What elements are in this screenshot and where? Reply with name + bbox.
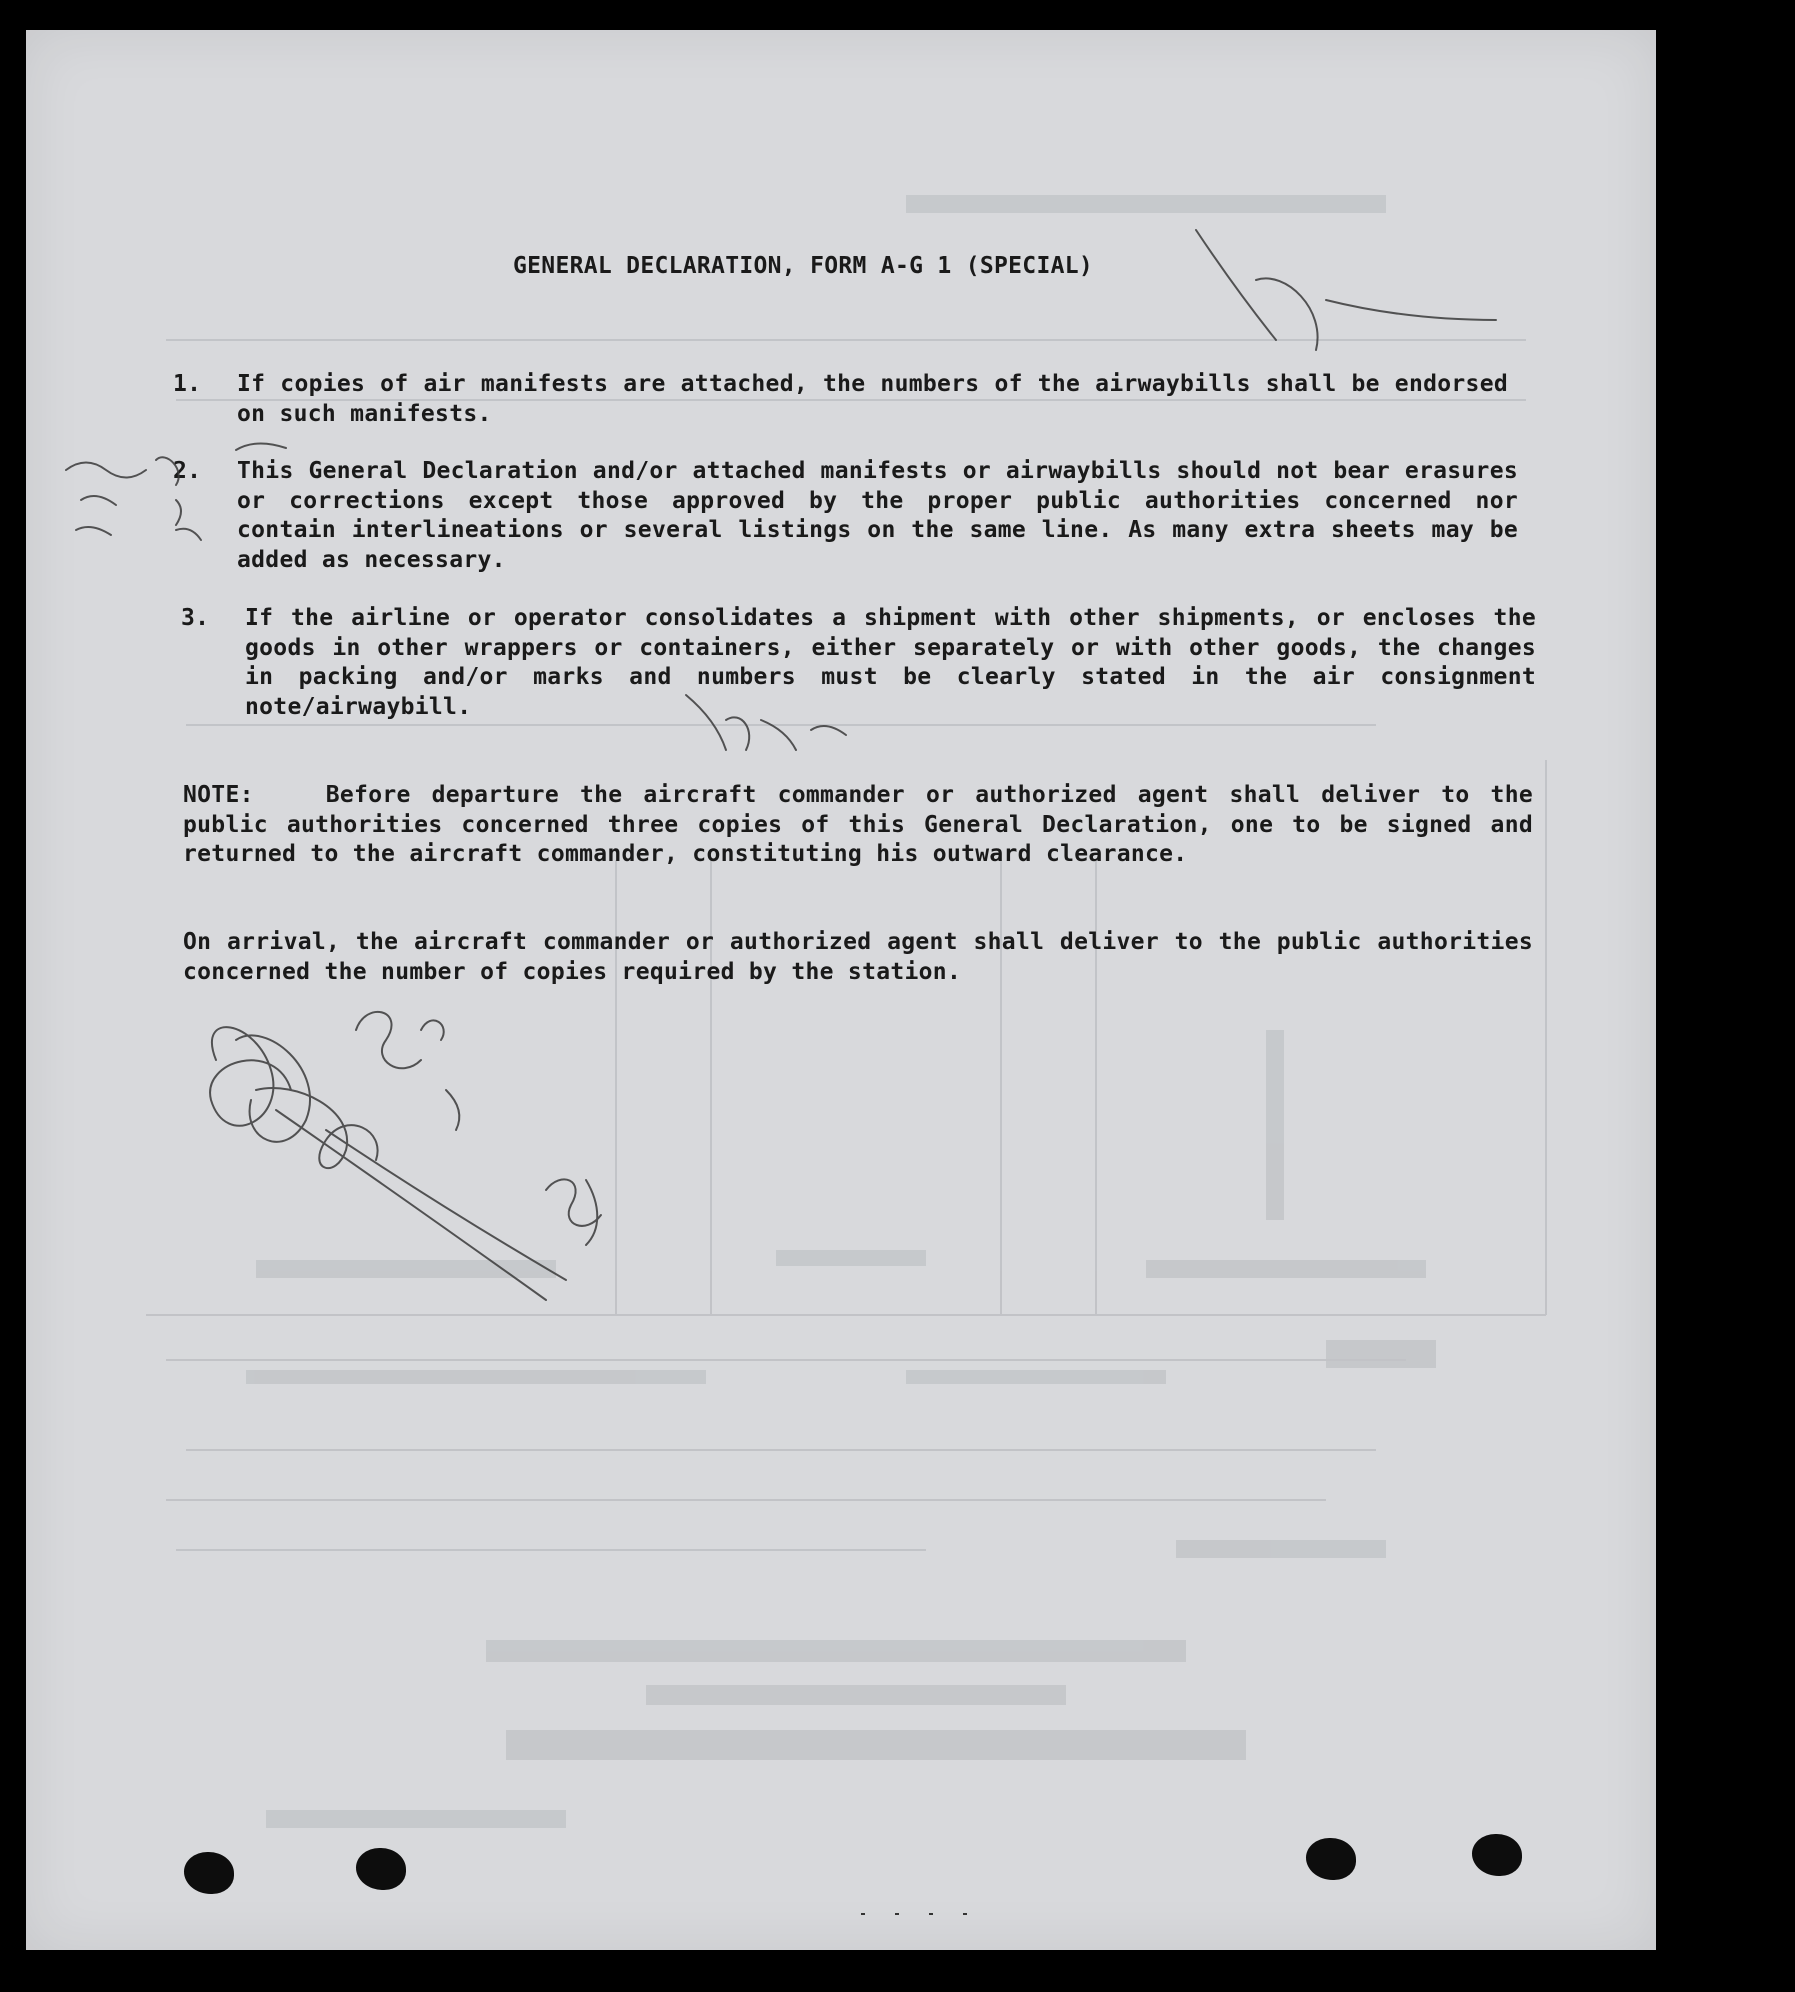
binding-hole-4: [1472, 1834, 1522, 1876]
form-title: GENERAL DECLARATION, FORM A-G 1 (SPECIAL): [513, 253, 1094, 279]
item-number: 2.: [173, 458, 202, 484]
instruction-item-3: [181, 604, 1536, 722]
note-paragraph: [183, 781, 1533, 870]
binding-hole-1: [184, 1852, 234, 1894]
note-label: NOTE:: [183, 782, 254, 808]
item-number: 1.: [173, 371, 202, 397]
bleed-through-background: [26, 30, 1656, 1950]
document-page: [26, 30, 1656, 1950]
binding-hole-3: [1306, 1838, 1356, 1880]
item-text: If copies of air manifests are attached, the numbers of the airwaybills shall be endorsed on such manifests.: [237, 371, 1508, 427]
note-text: Before departure the aircraft commander or authorized agent shall deliver to the public authorities concerned three copies of this General Declaration, one to be signed and returned to the aircraft commander, constituting his outward clearance.: [183, 782, 1533, 867]
item-text: This General Declaration and/or attached manifests or airwaybills should not bear erasures or corrections except those approved by the proper public authorities concerned nor contain interlineations or several listings on the same line. As many extra sheets may be added as necessary.: [237, 458, 1518, 573]
item-text: If the airline or operator consolidates a shipment with other shipments, or encloses the goods in other wrappers or containers, either separately or with other goods, the changes in packing and/or marks and numbers must be clearly stated in the air consignment note/airwaybill.: [245, 605, 1536, 720]
handwritten-signature: [26, 30, 1656, 1950]
instruction-item-2: [173, 457, 1518, 575]
arrival-paragraph: On arrival, the aircraft commander or authorized agent shall deliver to the public authorities concerned the number of copies required by the station.: [183, 929, 1533, 985]
page-mark: [861, 1912, 981, 1916]
instruction-item-1: [173, 370, 1508, 429]
binding-hole-2: [356, 1848, 406, 1890]
item-number: 3.: [181, 605, 210, 631]
